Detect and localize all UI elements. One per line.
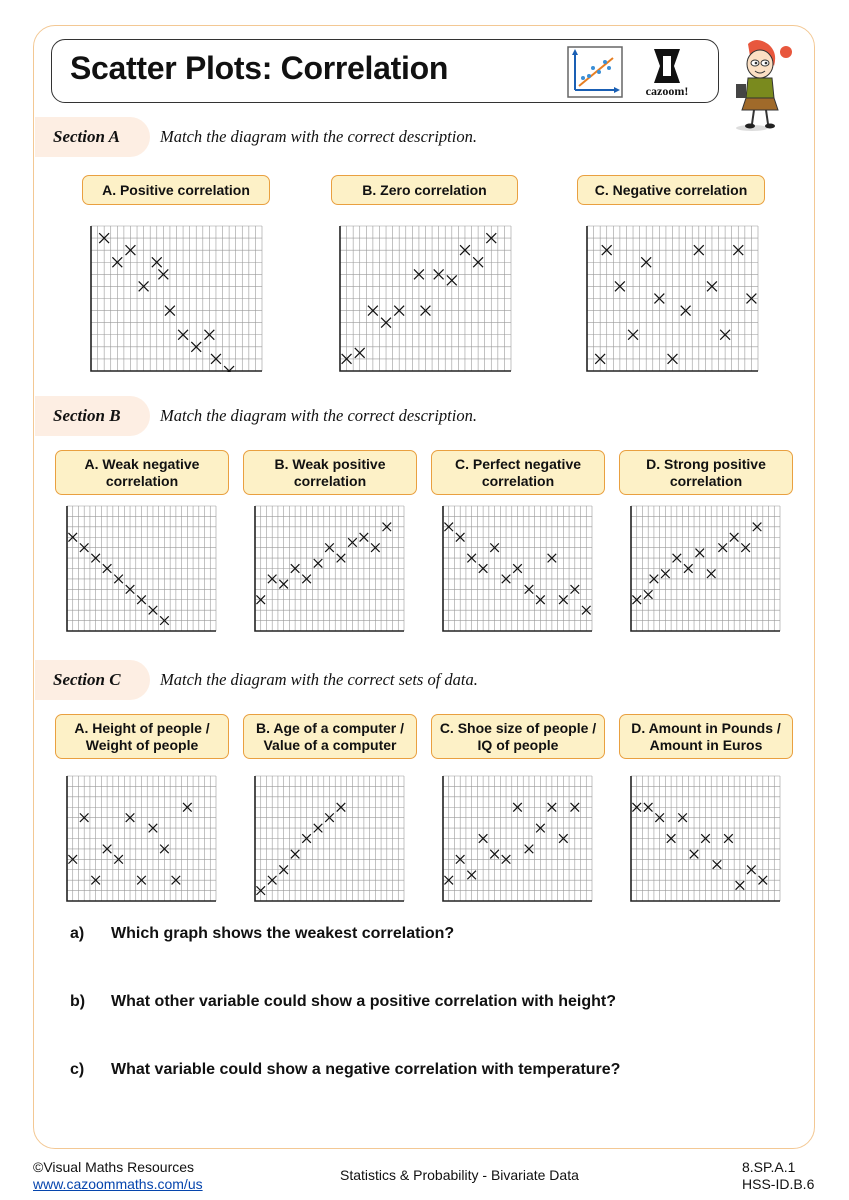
section-a-tab: Section A <box>35 117 150 157</box>
section-b-label-c: C. Perfect negative correlation <box>431 450 605 495</box>
question-letter: c) <box>70 1061 85 1078</box>
footer-copyright: ©Visual Maths Resources <box>33 1159 195 1175</box>
scatter-plot <box>254 775 405 902</box>
question-a <box>70 925 454 943</box>
question-letter: b) <box>70 993 86 1010</box>
section-a-instruction: Match the diagram with the correct description. <box>160 127 477 146</box>
scatter-plot <box>339 225 512 372</box>
scatter-plot <box>630 505 781 632</box>
section-b-label-b: B. Weak positive correlation <box>243 450 417 495</box>
question-b: b) What other variable could show a positive correlation with height? <box>70 993 616 1010</box>
scatter-plot <box>90 225 263 372</box>
section-a-label-a: A. Positive correlation <box>82 175 270 205</box>
scatter-plot <box>442 775 593 902</box>
footer-standards <box>742 1159 814 1193</box>
section-c-label-c: C. Shoe size of people / IQ of people <box>431 714 605 759</box>
section-c-tab: Section C <box>35 660 150 700</box>
footer-url-link[interactable]: www.cazoommaths.com/us <box>33 1176 203 1192</box>
question-text: What other variable could show a <box>111 993 370 1010</box>
section-c-label-d: D. Amount in Pounds / Amount in Euros <box>619 714 793 759</box>
question-c: c) What variable could show a negative correlation with temperature? <box>70 1061 621 1078</box>
footer-left <box>33 1159 203 1193</box>
scatter-plot <box>66 775 217 902</box>
section-b-label-d: D. Strong positive correlation <box>619 450 793 495</box>
scatter-chart-logo-icon <box>567 46 623 98</box>
section-a-label-b: B. Zero correlation <box>331 175 518 205</box>
footer-topic: Statistics & Probability - Bivariate Data <box>340 1167 579 1183</box>
section-c-instruction: Match the diagram with the correct sets of data. <box>160 670 478 689</box>
scatter-plot <box>442 505 593 632</box>
mascot-girl-icon <box>728 38 794 134</box>
section-c-label-b: B. Age of a computer / Value of a computer <box>243 714 417 759</box>
scatter-plot <box>630 775 781 902</box>
scatter-plot <box>66 505 217 632</box>
scatter-plot <box>254 505 405 632</box>
footer-standard-code: 8.SP.A.1 <box>742 1159 796 1175</box>
section-b-instruction: Match the diagram with the correct description. <box>160 406 477 425</box>
question-emphasis: negative <box>325 1061 391 1078</box>
footer-standard-code: HSS-ID.B.6 <box>742 1176 815 1192</box>
section-c-label-a: A. Height of people / Weight of people <box>55 714 229 759</box>
page-title: Scatter Plots: Correlation <box>70 50 449 86</box>
question-text: Which graph shows the weakest correlation? <box>111 925 455 942</box>
question-text: What variable could show a <box>111 1061 326 1078</box>
logo-text: cazoom! <box>645 84 689 98</box>
section-a-label-c: C. Negative correlation <box>577 175 765 205</box>
question-emphasis: positive <box>369 993 431 1010</box>
section-b-tab: Section B <box>35 396 150 436</box>
section-b-label-a: A. Weak negative correlation <box>55 450 229 495</box>
cazoom-logo-icon <box>636 46 698 98</box>
scatter-plot <box>586 225 759 372</box>
question-letter: a) <box>70 925 85 942</box>
